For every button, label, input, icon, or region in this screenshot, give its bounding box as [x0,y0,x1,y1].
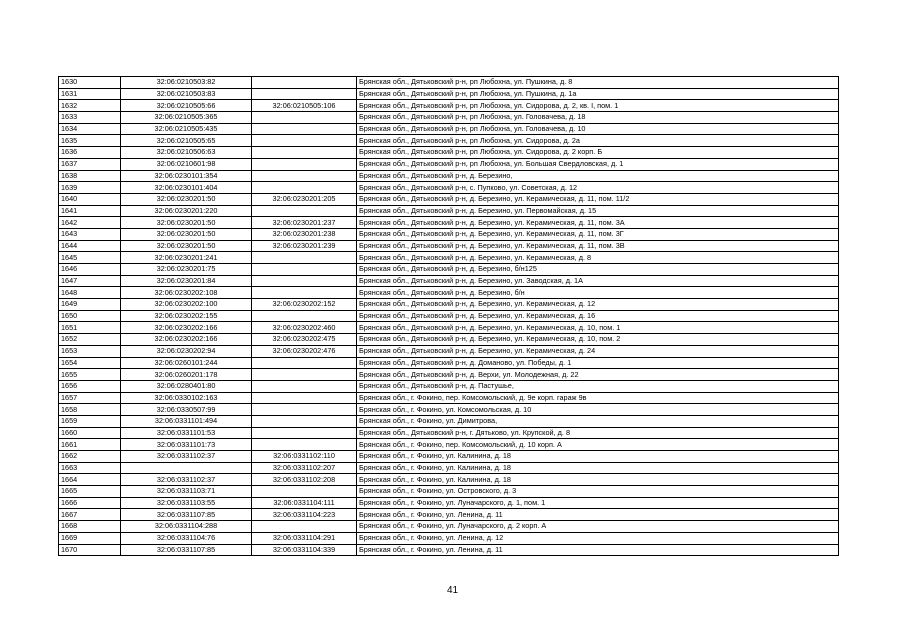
premises-cadastral-number-cell: 32:06:0331104:111 [252,497,357,509]
cadastral-number-cell: 32:06:0260101:244 [121,357,252,369]
table-row [59,532,839,544]
table-row [59,217,839,229]
address-cell: Брянская обл., г. Фокино, ул. Луначарского, д. 1, пом. 1 [357,497,839,509]
address-cell: Брянская обл., г. Фокино, пер. Комсомольский, д. 10 корп. А [357,439,839,451]
row-number-cell: 1664 [59,474,121,486]
premises-cadastral-number-cell [252,158,357,170]
address-cell: Брянская обл., Дятьковский р-н, д. Доманово, ул. Победы, д. 1 [357,357,839,369]
address-cell: Брянская обл., Дятьковский р-н, д. Березино, ул. Керамическая, д. 16 [357,310,839,322]
table-row [59,310,839,322]
address-cell: Брянская обл., г. Фокино, пер. Комсомольский, д. 9е корп. гараж 9в [357,392,839,404]
cadastral-number-cell: 32:06:0331102:37 [121,474,252,486]
table-row [59,193,839,205]
premises-cadastral-number-cell [252,427,357,439]
premises-cadastral-number-cell [252,147,357,159]
address-cell: Брянская обл., Дятьковский р-н, д. Березино, ул. Керамическая, д. 11, пом. 3В [357,240,839,252]
row-number-cell: 1633 [59,112,121,124]
row-number-cell: 1636 [59,147,121,159]
premises-cadastral-number-cell [252,77,357,89]
table-row [59,404,839,416]
row-number-cell: 1665 [59,486,121,498]
cadastral-number-cell: 32:06:0331104:288 [121,521,252,533]
premises-cadastral-number-cell [252,275,357,287]
cadastral-number-cell: 32:06:0260201:178 [121,369,252,381]
premises-cadastral-number-cell [252,123,357,135]
premises-cadastral-number-cell [252,264,357,276]
table-row [59,509,839,521]
table-row [59,486,839,498]
table-row [59,158,839,170]
address-cell: Брянская обл., г. Фокино, ул. Калинина, д. 18 [357,462,839,474]
table-row [59,275,839,287]
address-cell: Брянская обл., г. Фокино, ул. Димитрова, [357,415,839,427]
row-number-cell: 1663 [59,462,121,474]
page-number: 41 [446,585,459,596]
table-row [59,334,839,346]
cadastral-number-cell: 32:06:0331107:85 [121,544,252,556]
address-cell: Брянская обл., Дятьковский р-н, д. Березино, б/н125 [357,264,839,276]
table-row [59,205,839,217]
cadastral-number-cell: 32:06:0230201:50 [121,193,252,205]
premises-cadastral-number-cell: 32:06:0210505:106 [252,100,357,112]
row-number-cell: 1654 [59,357,121,369]
address-cell: Брянская обл., Дятьковский р-н, рп Любохна, ул. Пушкина, д. 8 [357,77,839,89]
premises-cadastral-number-cell [252,252,357,264]
row-number-cell: 1632 [59,100,121,112]
table-row [59,147,839,159]
row-number-cell: 1635 [59,135,121,147]
cadastral-number-cell: 32:06:0280401:80 [121,380,252,392]
address-cell: Брянская обл., Дятьковский р-н, рп Любохна, ул. Сидорова, д. 2а [357,135,839,147]
table-row [59,322,839,334]
premises-cadastral-number-cell: 32:06:0230201:239 [252,240,357,252]
premises-cadastral-number-cell: 32:06:0230202:476 [252,345,357,357]
table-row [59,252,839,264]
cadastral-number-cell: 32:06:0331101:73 [121,439,252,451]
address-cell: Брянская обл., г. Фокино, ул. Ленина, д. 11 [357,509,839,521]
row-number-cell: 1634 [59,123,121,135]
row-number-cell: 1644 [59,240,121,252]
cadastral-number-cell: 32:06:0331103:71 [121,486,252,498]
row-number-cell: 1657 [59,392,121,404]
premises-cadastral-number-cell [252,287,357,299]
table-row [59,357,839,369]
table-row [59,100,839,112]
table-row [59,112,839,124]
cadastral-number-cell: 32:06:0331104:76 [121,532,252,544]
address-cell: Брянская обл., Дятьковский р-н, г. Дятьково, ул. Крупской, д. 8 [357,427,839,439]
row-number-cell: 1667 [59,509,121,521]
row-number-cell: 1637 [59,158,121,170]
cadastral-number-cell: 32:06:0331101:494 [121,415,252,427]
address-cell: Брянская обл., г. Фокино, ул. Островского, д. 3 [357,486,839,498]
premises-cadastral-number-cell [252,205,357,217]
table-row [59,88,839,100]
row-number-cell: 1666 [59,497,121,509]
cadastral-number-cell: 32:06:0230202:155 [121,310,252,322]
table-row [59,240,839,252]
address-cell: Брянская обл., Дятьковский р-н, рп Любохна, ул. Головачева, д. 18 [357,112,839,124]
row-number-cell: 1658 [59,404,121,416]
address-cell: Брянская обл., Дятьковский р-н, д. Березино, ул. Керамическая, д. 11, пом. 11/2 [357,193,839,205]
cadastral-number-cell: 32:06:0210503:83 [121,88,252,100]
address-cell: Брянская обл., Дятьковский р-н, д. Березино, ул. Керамическая, д. 8 [357,252,839,264]
cadastral-number-cell: 32:06:0330507:99 [121,404,252,416]
premises-cadastral-number-cell [252,404,357,416]
table-row [59,299,839,311]
table-row [59,369,839,381]
premises-cadastral-number-cell [252,521,357,533]
row-number-cell: 1655 [59,369,121,381]
cadastral-number-cell: 32:06:0210601:98 [121,158,252,170]
premises-cadastral-number-cell: 32:06:0230202:475 [252,334,357,346]
cadastral-number-cell: 32:06:0331102:37 [121,451,252,463]
address-cell: Брянская обл., Дятьковский р-н, рп Любохна, ул. Головачева, д. 10 [357,123,839,135]
premises-cadastral-number-cell: 32:06:0230201:238 [252,228,357,240]
premises-cadastral-number-cell [252,415,357,427]
premises-cadastral-number-cell [252,380,357,392]
address-cell: Брянская обл., Дятьковский р-н, д. Березино, [357,170,839,182]
cadastral-number-cell: 32:06:0230202:166 [121,334,252,346]
premises-cadastral-number-cell: 32:06:0331104:223 [252,509,357,521]
table-row [59,451,839,463]
cadastral-number-cell: 32:06:0330102:163 [121,392,252,404]
premises-cadastral-number-cell [252,135,357,147]
cadastral-number-cell: 32:06:0331103:55 [121,497,252,509]
cadastral-number-cell: 32:06:0210503:82 [121,77,252,89]
row-number-cell: 1641 [59,205,121,217]
premises-cadastral-number-cell [252,170,357,182]
table-row [59,170,839,182]
address-cell: Брянская обл., г. Фокино, ул. Калинина, д. 18 [357,474,839,486]
premises-cadastral-number-cell: 32:06:0331102:208 [252,474,357,486]
cadastral-number-cell: 32:06:0230101:404 [121,182,252,194]
address-cell: Брянская обл., г. Фокино, ул. Ленина, д. 12 [357,532,839,544]
cadastral-number-cell: 32:06:0210505:65 [121,135,252,147]
row-number-cell: 1659 [59,415,121,427]
row-number-cell: 1653 [59,345,121,357]
address-cell: Брянская обл., Дятьковский р-н, с. Пупково, ул. Советская, д. 12 [357,182,839,194]
cadastral-number-cell: 32:06:0230201:75 [121,264,252,276]
row-number-cell: 1647 [59,275,121,287]
cadastral-number-cell: 32:06:0230201:220 [121,205,252,217]
premises-cadastral-number-cell [252,88,357,100]
premises-cadastral-number-cell: 32:06:0230202:460 [252,322,357,334]
address-cell: Брянская обл., Дятьковский р-н, д. Березино, ул. Керамическая, д. 12 [357,299,839,311]
cadastral-number-cell: 32:06:0331107:85 [121,509,252,521]
premises-cadastral-number-cell [252,486,357,498]
premises-cadastral-number-cell: 32:06:0331102:207 [252,462,357,474]
cadastral-number-cell: 32:06:0210506:63 [121,147,252,159]
property-table [58,76,839,556]
address-cell: Брянская обл., Дятьковский р-н, рп Любохна, ул. Сидорова, д. 2, кв. I, пом. 1 [357,100,839,112]
address-cell: Брянская обл., Дятьковский р-н, д. Березино, ул. Керамическая, д. 24 [357,345,839,357]
table-row [59,439,839,451]
address-cell: Брянская обл., г. Фокино, ул. Ленина, д. 11 [357,544,839,556]
premises-cadastral-number-cell [252,357,357,369]
address-cell: Брянская обл., Дятьковский р-н, д. Березино, ул. Керамическая, д. 10, пом. 2 [357,334,839,346]
row-number-cell: 1668 [59,521,121,533]
table-row [59,182,839,194]
row-number-cell: 1642 [59,217,121,229]
premises-cadastral-number-cell [252,112,357,124]
address-cell: Брянская обл., Дятьковский р-н, рп Любохна, ул. Пушкина, д. 1а [357,88,839,100]
cadastral-number-cell: 32:06:0230101:354 [121,170,252,182]
premises-cadastral-number-cell [252,392,357,404]
row-number-cell: 1649 [59,299,121,311]
cadastral-number-cell: 32:06:0230201:50 [121,240,252,252]
cadastral-number-cell: 32:06:0230201:50 [121,228,252,240]
row-number-cell: 1648 [59,287,121,299]
row-number-cell: 1650 [59,310,121,322]
cadastral-number-cell [121,462,252,474]
cadastral-number-cell: 32:06:0230201:241 [121,252,252,264]
row-number-cell: 1669 [59,532,121,544]
address-cell: Брянская обл., Дятьковский р-н, д. Березино, б/н [357,287,839,299]
row-number-cell: 1645 [59,252,121,264]
cadastral-number-cell: 32:06:0230201:84 [121,275,252,287]
address-cell: Брянская обл., Дятьковский р-н, д. Березино, ул. Заводская, д. 1А [357,275,839,287]
table-row [59,77,839,89]
table-row [59,345,839,357]
address-cell: Брянская обл., Дятьковский р-н, д. Березино, ул. Первомайская, д. 15 [357,205,839,217]
premises-cadastral-number-cell: 32:06:0331104:339 [252,544,357,556]
row-number-cell: 1643 [59,228,121,240]
row-number-cell: 1670 [59,544,121,556]
address-cell: Брянская обл., г. Фокино, ул. Луначарского, д. 2 корп. А [357,521,839,533]
address-cell: Брянская обл., г. Фокино, ул. Калинина, д. 18 [357,451,839,463]
table-row [59,228,839,240]
row-number-cell: 1640 [59,193,121,205]
row-number-cell: 1660 [59,427,121,439]
address-cell: Брянская обл., Дятьковский р-н, д. Пастушье, [357,380,839,392]
table-row [59,544,839,556]
table-row [59,380,839,392]
table-row [59,521,839,533]
table-row [59,415,839,427]
table-row [59,462,839,474]
premises-cadastral-number-cell: 32:06:0230202:152 [252,299,357,311]
address-cell: Брянская обл., Дятьковский р-н, д. Верхи, ул. Молодежная, д. 22 [357,369,839,381]
premises-cadastral-number-cell [252,310,357,322]
row-number-cell: 1661 [59,439,121,451]
address-cell: Брянская обл., Дятьковский р-н, д. Березино, ул. Керамическая, д. 11, пом. 3А [357,217,839,229]
table-row [59,123,839,135]
address-cell: Брянская обл., Дятьковский р-н, д. Березино, ул. Керамическая, д. 10, пом. 1 [357,322,839,334]
row-number-cell: 1639 [59,182,121,194]
table-row [59,287,839,299]
cadastral-number-cell: 32:06:0210505:435 [121,123,252,135]
row-number-cell: 1646 [59,264,121,276]
row-number-cell: 1652 [59,334,121,346]
cadastral-number-cell: 32:06:0230202:166 [121,322,252,334]
row-number-cell: 1631 [59,88,121,100]
property-table-body [59,77,839,556]
premises-cadastral-number-cell: 32:06:0230201:237 [252,217,357,229]
cadastral-number-cell: 32:06:0230202:100 [121,299,252,311]
premises-cadastral-number-cell: 32:06:0230201:205 [252,193,357,205]
row-number-cell: 1630 [59,77,121,89]
row-number-cell: 1656 [59,380,121,392]
row-number-cell: 1638 [59,170,121,182]
cadastral-number-cell: 32:06:0210505:66 [121,100,252,112]
premises-cadastral-number-cell [252,439,357,451]
cadastral-number-cell: 32:06:0210505:365 [121,112,252,124]
table-row [59,392,839,404]
cadastral-number-cell: 32:06:0230202:94 [121,345,252,357]
premises-cadastral-number-cell: 32:06:0331104:291 [252,532,357,544]
address-cell: Брянская обл., г. Фокино, ул. Комсомольская, д. 10 [357,404,839,416]
cadastral-number-cell: 32:06:0230202:108 [121,287,252,299]
cadastral-number-cell: 32:06:0331101:53 [121,427,252,439]
row-number-cell: 1651 [59,322,121,334]
premises-cadastral-number-cell [252,182,357,194]
row-number-cell: 1662 [59,451,121,463]
table-row [59,474,839,486]
table-row [59,264,839,276]
cadastral-number-cell: 32:06:0230201:50 [121,217,252,229]
table-row [59,427,839,439]
address-cell: Брянская обл., Дятьковский р-н, рп Любохна, ул. Большая Свердловская, д. 1 [357,158,839,170]
premises-cadastral-number-cell: 32:06:0331102:110 [252,451,357,463]
premises-cadastral-number-cell [252,369,357,381]
address-cell: Брянская обл., Дятьковский р-н, д. Березино, ул. Керамическая, д. 11, пом. 3Г [357,228,839,240]
address-cell: Брянская обл., Дятьковский р-н, рп Любохна, ул. Сидорова, д. 2 корп. Б [357,147,839,159]
table-row [59,135,839,147]
table-row [59,497,839,509]
